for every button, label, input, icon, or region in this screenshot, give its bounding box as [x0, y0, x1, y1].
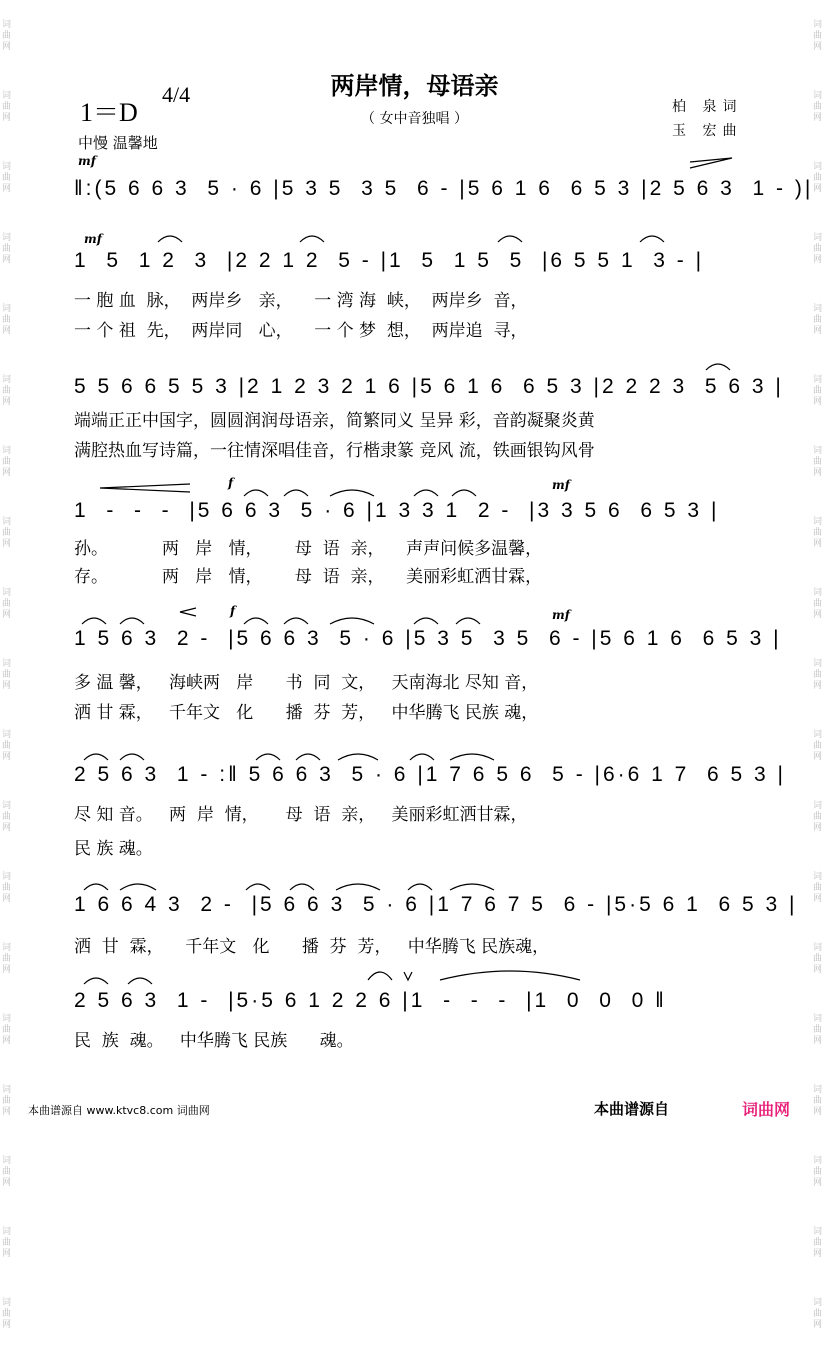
slur-mark	[84, 884, 108, 890]
slur-mark	[300, 236, 324, 242]
watermark-strip-right: 词曲网 词曲网 词曲网 词曲网 词曲网 词曲网 词曲网 词曲网 词曲网 词曲网 词曲网 词曲网 词曲网 词曲网 词曲网 词曲网 词曲网 词曲网 词曲网	[813, 20, 823, 1330]
notation-line-5: 1 5 6 3 2 - |5 6 6 3 5 · 6 |5 3 5 3 5 6 - |5 6 1 6 6 5 3 |	[74, 627, 782, 650]
breath-mark	[404, 972, 412, 980]
notation-line-7: 1 6 6 4 3 2 - |5 6 6 3 5 · 6 |1 7 6 7 5 6 - |5·5 6 1 6 5 3 |	[74, 893, 798, 916]
slur-mark	[290, 884, 314, 890]
slur-mark	[120, 754, 144, 760]
slur-mark	[246, 884, 270, 890]
slur-mark	[84, 754, 108, 760]
slur-mark	[284, 618, 308, 624]
lyric-verse-2: 民 族 魂。	[74, 839, 153, 859]
notation-line-8: 2 5 6 3 1 - |5·5 6 1 2 2 6 |1 - - - |1 0 0 0 ‖	[74, 989, 667, 1012]
watermark-strip-left: 词曲网 词曲网 词曲网 词曲网 词曲网 词曲网 词曲网 词曲网 词曲网 词曲网 词曲网 词曲网 词曲网 词曲网 词曲网 词曲网 词曲网 词曲网 词曲网	[2, 20, 12, 1330]
slur-mark	[296, 754, 320, 760]
slur-mark	[120, 884, 156, 890]
notation-line-3: 5 5 6 6 5 5 3 |2 1 2 3 2 1 6 |5 6 1 6 6 5 3 |2 2 2 3 5 6 3 |	[74, 375, 784, 398]
slur-mark	[338, 754, 378, 760]
slur-mark	[120, 618, 144, 624]
lyric-verse-1: 端端正正中国字，圆圆润润母语亲，简繁同义 呈异 彩，音韵凝聚炎黄	[74, 411, 595, 431]
lyric-verse-2: 存。 两 岸 情， 母 语 亲， 美丽彩虹洒甘霖，	[74, 567, 543, 587]
slur-mark	[330, 490, 374, 496]
slur-mark	[456, 618, 480, 624]
fermata-mark	[368, 972, 392, 980]
slur-mark	[498, 236, 522, 242]
slur-mark	[414, 618, 438, 624]
slur-mark	[440, 971, 580, 980]
lyric-verse-1: 孙。 两 岸 情， 母 语 亲， 声声问候多温馨，	[74, 539, 543, 559]
source-footer: 本曲谱源自 www.ktvc8.com 词曲网	[28, 1104, 210, 1117]
slur-mark	[450, 754, 494, 760]
slur-mark	[82, 618, 106, 624]
dynamic-mark: f	[230, 604, 236, 618]
time-signature: 4/4	[162, 82, 191, 107]
slur-mark	[330, 618, 374, 624]
lyric-verse-1: 多 温 馨， 海峡两 岸 书 同 文， 天南海北 尽知 音，	[74, 673, 539, 693]
tempo-marking: 中慢 温馨地	[78, 134, 158, 152]
dynamic-mark: mf	[552, 478, 570, 492]
slur-mark	[244, 618, 268, 624]
lyric-verse-1: 民 族 魂。 中华腾飞 民族 魂。	[74, 1031, 354, 1051]
lyric-verse-1: 一 胞 血 脉， 两岸乡 亲， 一 湾 海 峡， 两岸乡 音，	[74, 291, 528, 311]
slur-mark	[410, 754, 434, 760]
slur-mark	[408, 884, 432, 890]
dynamic-mark: mf	[84, 232, 102, 246]
slur-mark	[158, 236, 182, 242]
slur-mark	[640, 236, 664, 242]
lyric-verse-1: 尽 知 音。 两 岸 情， 母 语 亲， 美丽彩虹洒甘霖，	[74, 805, 528, 825]
notation-line-6: 2 5 6 3 1 - :‖ 5 6 6 3 5 · 6 |1 7 6 5 6 5 - |6·6 1 7 6 5 3 |	[74, 763, 787, 786]
slur-mark	[450, 884, 494, 890]
dynamic-mark: mf	[78, 154, 96, 168]
slur-mark	[284, 490, 308, 496]
composer-credit: 玉 宏曲	[672, 123, 743, 139]
slur-mark	[256, 754, 280, 760]
crescendo-mark	[100, 484, 190, 492]
crescendo-mark	[180, 608, 196, 616]
slur-mark	[128, 978, 152, 984]
song-subtitle: （ 女中音独唱 ）	[361, 111, 468, 127]
notation-line-2: 1 5 1 2 3 |2 2 1 2 5 - |1 5 1 5 5 |6 5 5 1 3 - |	[74, 249, 705, 272]
slur-mark	[336, 884, 380, 890]
lyric-verse-1: 洒 甘 霖， 千年文 化 播 芬 芳， 中华腾飞 民族魂，	[74, 937, 550, 957]
decrescendo-mark	[690, 158, 732, 168]
slur-mark	[706, 364, 730, 370]
key-signature: 1＝D	[80, 98, 138, 127]
dynamic-mark: mf	[552, 608, 570, 622]
notation-line-1: ‖:(5 6 6 3 5 · 6 |5 3 5 3 5 6 - |5 6 1 6 6 5 3 |2 5 6 3 1 - )|	[74, 177, 814, 200]
dynamic-mark: f	[228, 476, 234, 490]
lyric-verse-2: 一 个 祖 先， 两岸同 心， 一 个 梦 想， 两岸追 寻，	[74, 321, 528, 341]
slur-mark	[244, 490, 268, 496]
slur-mark	[84, 978, 108, 984]
source-label: 本曲谱源自	[594, 1100, 670, 1118]
notation-line-4: 1 - - - |5 6 6 3 5 · 6 |1 3 3 1 2 - |3 3 5 6 6 5 3 |	[74, 499, 720, 522]
lyricist-credit: 柏 泉词	[672, 99, 743, 115]
slur-mark	[452, 490, 476, 496]
lyric-verse-2: 满腔热血写诗篇，一往情深唱佳音，行楷隶篆 竞风 流，铁画银钩风骨	[74, 441, 595, 461]
song-title: 两岸情，母语亲	[330, 72, 499, 100]
slur-mark	[414, 490, 438, 496]
lyric-verse-2: 洒 甘 霖， 千年文 化 播 芬 芳， 中华腾飞 民族 魂，	[74, 703, 539, 723]
site-logo[interactable]: 词曲网	[742, 1100, 791, 1119]
